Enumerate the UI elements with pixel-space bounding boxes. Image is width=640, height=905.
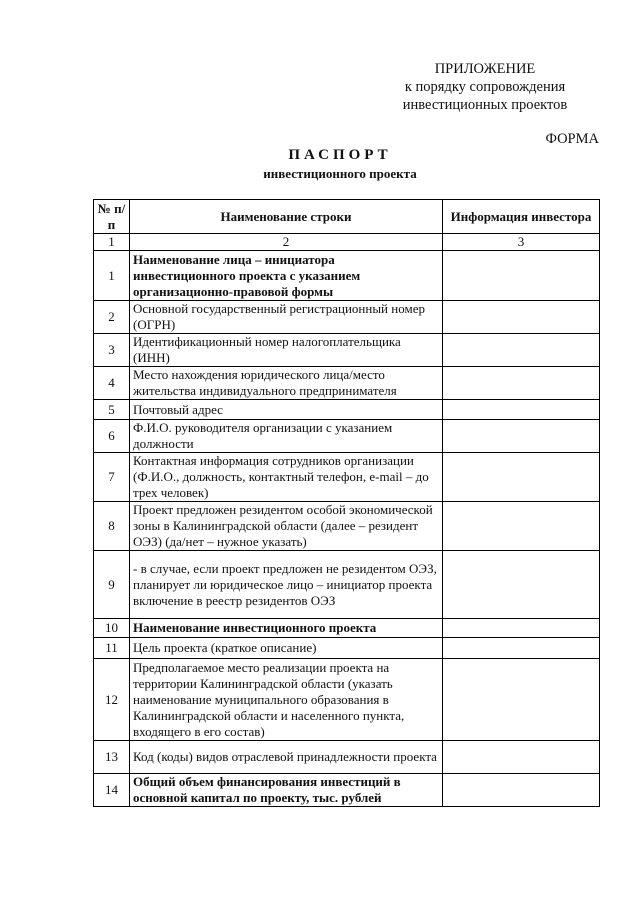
table-index-row <box>94 234 600 251</box>
row-label: Код (коды) видов отраслевой принадлежности проекта <box>130 741 443 774</box>
appendix-line: инвестиционных проектов <box>402 97 568 113</box>
header-num: № п/п <box>94 200 130 234</box>
row-number: 11 <box>94 638 130 659</box>
table-row <box>94 334 600 367</box>
row-label: Почтовый адрес <box>130 400 443 420</box>
row-number: 3 <box>94 334 130 367</box>
row-label: Контактная информация сотрудников организации (Ф.И.О., должность, контактный телефон, e-mail – до трех человек) <box>130 453 443 502</box>
table-row <box>94 453 600 502</box>
row-number: 8 <box>94 502 130 551</box>
table-row <box>94 659 600 741</box>
row-number: 6 <box>94 420 130 453</box>
row-value-cell[interactable] <box>443 774 600 807</box>
row-label: Проект предложен резидентом особой экономической зоны в Калининградской области (далее – резидент ОЭЗ) (да/нет – нужное указать) <box>130 502 443 551</box>
table-row <box>94 741 600 774</box>
row-number: 14 <box>94 774 130 807</box>
appendix-line: к порядку сопровождения <box>404 79 566 95</box>
row-value-cell[interactable] <box>443 638 600 659</box>
row-label: Наименование инвестиционного проекта <box>130 619 443 638</box>
index-cell: 2 <box>130 234 443 251</box>
row-label: Место нахождения юридического лица/место жительства индивидуального предпринимателя <box>130 367 443 400</box>
row-value-cell[interactable] <box>443 420 600 453</box>
document-subtitle: инвестиционного проекта <box>263 166 417 181</box>
table-row <box>94 420 600 453</box>
row-value-cell[interactable] <box>443 741 600 774</box>
table-row <box>94 367 600 400</box>
row-value-cell[interactable] <box>443 551 600 619</box>
index-cell: 1 <box>94 234 130 251</box>
row-value-cell[interactable] <box>443 400 600 420</box>
header-name: Наименование строки <box>130 200 443 234</box>
form-label: ФОРМА <box>545 131 599 147</box>
table-row <box>94 551 600 619</box>
table-header-row <box>94 200 600 234</box>
row-number: 5 <box>94 400 130 420</box>
row-value-cell[interactable] <box>443 453 600 502</box>
table-row <box>94 619 600 638</box>
passport-table <box>93 199 600 807</box>
row-label: - в случае, если проект предложен не резидентом ОЭЗ, планирует ли юридическое лицо – инициатор проекта включение в реестр резидентов ОЭЗ <box>130 551 443 619</box>
row-label: Цель проекта (краткое описание) <box>130 638 443 659</box>
row-value-cell[interactable] <box>443 367 600 400</box>
row-value-cell[interactable] <box>443 301 600 334</box>
table-row <box>94 638 600 659</box>
row-value-cell[interactable] <box>443 251 600 301</box>
row-label: Наименование лица – инициатора инвестиционного проекта с указанием организационно-правовой формы <box>130 251 443 301</box>
row-number: 7 <box>94 453 130 502</box>
header-info: Информация инвестора <box>443 200 600 234</box>
row-label: Ф.И.О. руководителя организации с указанием должности <box>130 420 443 453</box>
table-row <box>94 502 600 551</box>
appendix-title: ПРИЛОЖЕНИЕ <box>434 61 536 77</box>
row-value-cell[interactable] <box>443 619 600 638</box>
row-value-cell[interactable] <box>443 502 600 551</box>
table-row <box>94 251 600 301</box>
appendix-block <box>380 60 590 114</box>
table-row <box>94 774 600 807</box>
row-number: 2 <box>94 301 130 334</box>
row-number: 9 <box>94 551 130 619</box>
row-label: Идентификационный номер налогоплательщика (ИНН) <box>130 334 443 367</box>
document-title: ПАСПОРТ <box>288 147 392 163</box>
row-value-cell[interactable] <box>443 659 600 741</box>
row-value-cell[interactable] <box>443 334 600 367</box>
row-label: Предполагаемое место реализации проекта на территории Калининградской области (указать наименование муниципального образования в Калининградской области и населенного пункта, входящего в его состав) <box>130 659 443 741</box>
table-row <box>94 301 600 334</box>
row-number: 12 <box>94 659 130 741</box>
row-label: Общий объем финансирования инвестиций в основной капитал по проекту, тыс. рублей <box>130 774 443 807</box>
row-number: 1 <box>94 251 130 301</box>
row-number: 4 <box>94 367 130 400</box>
row-number: 13 <box>94 741 130 774</box>
index-cell: 3 <box>443 234 600 251</box>
table-row <box>94 400 600 420</box>
row-label: Основной государственный регистрационный номер (ОГРН) <box>130 301 443 334</box>
row-number: 10 <box>94 619 130 638</box>
